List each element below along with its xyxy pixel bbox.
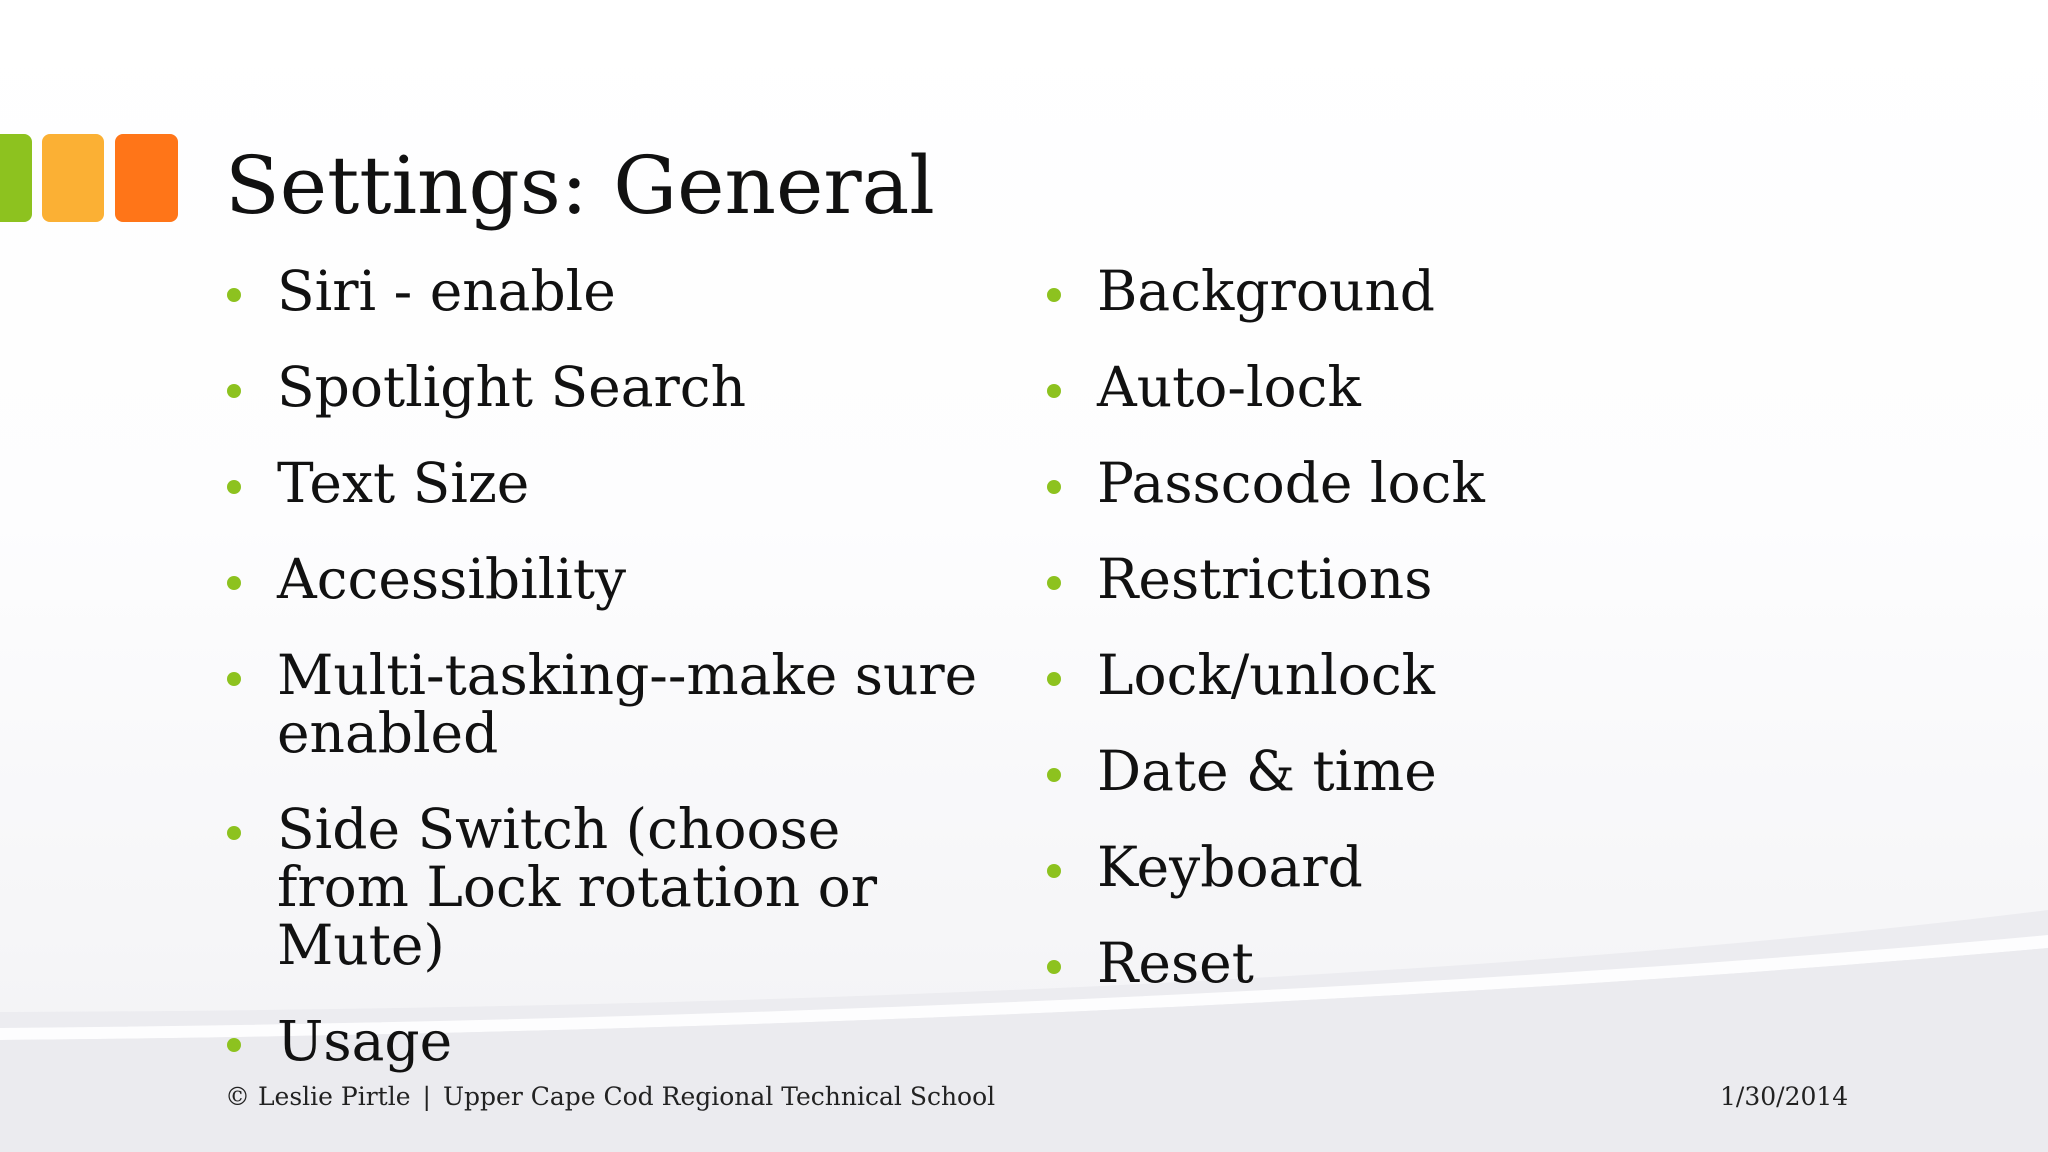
list-item-text: Restrictions: [1097, 547, 1433, 611]
left-bullet-list: [225, 259, 985, 1108]
list-item-text: Auto-lock: [1097, 355, 1361, 419]
bullet-dot: [1047, 384, 1061, 398]
list-item-text: Reset: [1097, 931, 1254, 995]
list-item: [1045, 739, 1805, 803]
bullet-dot: [227, 480, 241, 494]
bullet-dot: [1047, 672, 1061, 686]
bullet-dot: [1047, 288, 1061, 302]
list-item-text: Side Switch (choose from Lock rotation or Mute): [277, 797, 878, 977]
list-item: [225, 547, 985, 611]
list-item-text: Background: [1097, 259, 1436, 323]
list-item-text: Usage: [277, 1009, 453, 1073]
bullet-dot: [227, 1038, 241, 1052]
footer-author: © Leslie Pirtle: [225, 1082, 411, 1111]
bullet-dot: [1047, 480, 1061, 494]
list-item-text: Spotlight Search: [277, 355, 747, 419]
list-item: [225, 643, 985, 765]
list-item-text: Accessibility: [277, 547, 627, 611]
list-item: [1045, 835, 1805, 899]
footer-date: 1/30/2014: [1720, 1082, 1849, 1111]
list-item: [225, 451, 985, 515]
list-item: [225, 355, 985, 419]
list-item: [1045, 259, 1805, 323]
list-item-text: Passcode lock: [1097, 451, 1485, 515]
bullet-dot: [227, 672, 241, 686]
bullet-dot: [227, 576, 241, 590]
list-item-text: Text Size: [277, 451, 530, 515]
list-item: [225, 797, 985, 977]
list-item: [1045, 451, 1805, 515]
list-item: [225, 1009, 985, 1073]
bullet-dot: [1047, 864, 1061, 878]
list-item-text: Multi-tasking--make sure enabled: [277, 643, 978, 765]
bullet-dot: [227, 384, 241, 398]
list-item-text: Keyboard: [1097, 835, 1363, 899]
bullet-dot: [227, 288, 241, 302]
accent-block-orange: [115, 134, 178, 222]
accent-block-yellow: [42, 134, 104, 222]
footer-credits: [225, 1082, 995, 1112]
list-item: [1045, 643, 1805, 707]
accent-block-green: [0, 134, 32, 222]
list-item: [225, 259, 985, 323]
bullet-dot: [227, 826, 241, 840]
bullet-dot: [1047, 576, 1061, 590]
list-item: [1045, 355, 1805, 419]
bullet-dot: [1047, 768, 1061, 782]
list-item-text: Date & time: [1097, 739, 1437, 803]
footer-organization: Upper Cape Cod Regional Technical School: [442, 1082, 996, 1111]
right-bullet-list: [1045, 259, 1805, 1030]
list-item-text: Siri - enable: [277, 259, 616, 323]
list-item: [1045, 931, 1805, 995]
list-item: [1045, 547, 1805, 611]
bullet-dot: [1047, 960, 1061, 974]
footer-separator: |: [422, 1082, 431, 1111]
slide-title: Settings: General: [225, 139, 935, 232]
list-item-text: Lock/unlock: [1097, 643, 1435, 707]
